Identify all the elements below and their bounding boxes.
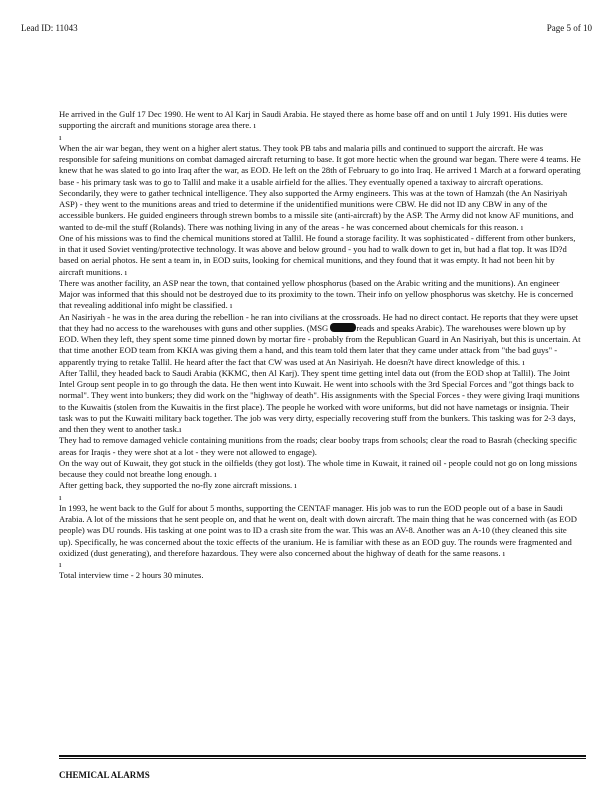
paragraph: After Tallil, they headed back to Saudi Arabia (KKMC, then Al Karj). They spent time getting intel data out (from the EOD shop at Tallil). The Joint Intel Group sent people in to go through the data. He then went into Kuwait. He went into schools with the 3rd Special Forces and "got things back to normal". They went into bunkers; they did work on the "highway of death". His assignments with the Special Forces - they were giving Iraqi munitions to the Kuwaitis (stolen from the Kuwaitis in the first place). The people he worked with wore uniforms, but did not have nametags or insignia. Their task was to put the Kuwaiti military back together. The job was very dirty, especially recovering stuff from the bunkers. This tasking was for 2-3 days, and then they went to another task.ı	[59, 367, 580, 434]
paragraph: In 1993, he went back to the Gulf for about 5 months, supporting the CENTAF manager. His job was to run the EOD people out of a base in Saudi Arabia. A lot of the missions that he sent people on, and that he went on, dealt with down aircraft. The main thing that he was concerned with (as EOD people) was DU rounds. His tasking at one point was to ID a crash site from the war. This was an AV-8. Another was an A-10 (they cleaned this site up). Specifically, he was concerned about the toxic effects of the uranium. He is familiar with these as an EOD guy. The rounds were fragmented and oxidized (dust generating), and therefore hazardous. They were also concerned about the highway of death for the same reasons. ı	[59, 502, 577, 558]
paragraph: When the air war began, they went on a higher alert status. They took PB tabs and malaria pills and continued to support the aircraft. He was responsible for safeing munitions on combat damaged aircraft returning to base. It got more hectic when the ground war began. There were 4 teams. He knew that he was slated to go into Iraq after the war, as EOD. He left on the 28th of February to go into Iraq. He arrived 1 March at a forward operating base - his primary task was to go to Tallil and make it a usable airfield for the allies. They eventually opened a taxiway to aircraft operations. Secondarily, they were to gather technical intelligence. They also supported the Army engineers. This was at the town of Hamzah (the An Nasiriyah ASP) - they went to the munitions areas and tried to determine if the unidentified munitions were CBW. He did not ID any CBW in any of the accessible bunkers. He guided engineers through strewn bombs to a missile site (anti-aircraft) by the ASP. The Army did not know AF munitions, and wanted to de-mil the stuff (Rolands). There was nothing living in any of the areas - he was concerned about chemicals for this reason. ı	[59, 142, 581, 232]
paragraph: He arrived in the Gulf 17 Dec 1990. He went to Al Karj in Saudi Arabia. He stayed there as home base off and on until 1 July 1991. His duties were supporting the aircraft and munitions storage area there. ı	[59, 109, 568, 131]
interview-body	[59, 109, 581, 582]
divider	[59, 758, 586, 759]
paragraph: On the way out of Kuwait, they got stuck in the oilfields (they got lost). The whole time in Kuwait, it rained oil - people could not go on long missions because they could not breathe long enough. ı	[59, 457, 578, 479]
page-number: Page 5 of 10	[546, 23, 592, 33]
redaction-mark	[330, 323, 356, 332]
paragraph	[59, 312, 581, 368]
paragraph: After getting back, they supported the no-fly zone aircraft missions. ı	[59, 480, 297, 491]
lead-id-label: Lead ID: 11043	[21, 23, 78, 33]
paragraph: One of his missions was to find the chemical munitions stored at Tallil. He found a storage facility. It was sophisticated - different from other bunkers, in that it used Soviet venting/protective technology. It was above and below ground - you had to walk down to get in, but had a flat top. It was ID?d based on aerial photos. He sent a team in, in EOD suits, looking for chemical munitions, and they found that it was empty. It had not been hit by aircraft munitions. ı	[59, 232, 576, 277]
paragraph: ı	[59, 131, 62, 142]
paragraph-part: reads and speaks Arabic). The warehouses were blown up by EOD. When they left, they spent some time pinned down by mortar fire - probably from the Republican Guard in An Nasiriyah, but this is uncertain. At that time another EOD team from KKIA was giving them a hand, and this team told them later that they came under attack from "the bad guys" - apparently trying to retake Tallil. He heard after the fact that CW was used at An Nasiriyah. He doesn?t have direct knowledge of this. ı	[59, 322, 581, 367]
paragraph-part: An Nasiriyah - he was in the area during the rebellion - he ran into civilians at the crossroads. He had no direct contact. He reports that they were upset that they had no access to the warehouses with guns and other supplies. (MSG	[59, 311, 579, 333]
divider	[59, 755, 586, 757]
paragraph: Total interview time - 2 hours 30 minutes.	[59, 570, 204, 581]
paragraph: ı	[59, 559, 62, 569]
paragraph: They had to remove damaged vehicle containing munitions from the roads; clear booby traps from schools; clear the road to Basrah (checking specific areas for Iraqis - they were shot at a lot - they were not allowed to engage).	[59, 435, 577, 457]
paragraph: ı	[59, 491, 62, 502]
section-heading: CHEMICAL ALARMS	[59, 770, 150, 780]
paragraph: There was another facility, an ASP near the town, that contained yellow phosphorus (based on the Arabic writing and the munitions). An engineer Major was informed that this should not be destroyed due to its proximity to the town. Their info on yellow phosphorus was sketchy. He is concerned that revealing additional info might be classified. ı	[59, 277, 574, 311]
